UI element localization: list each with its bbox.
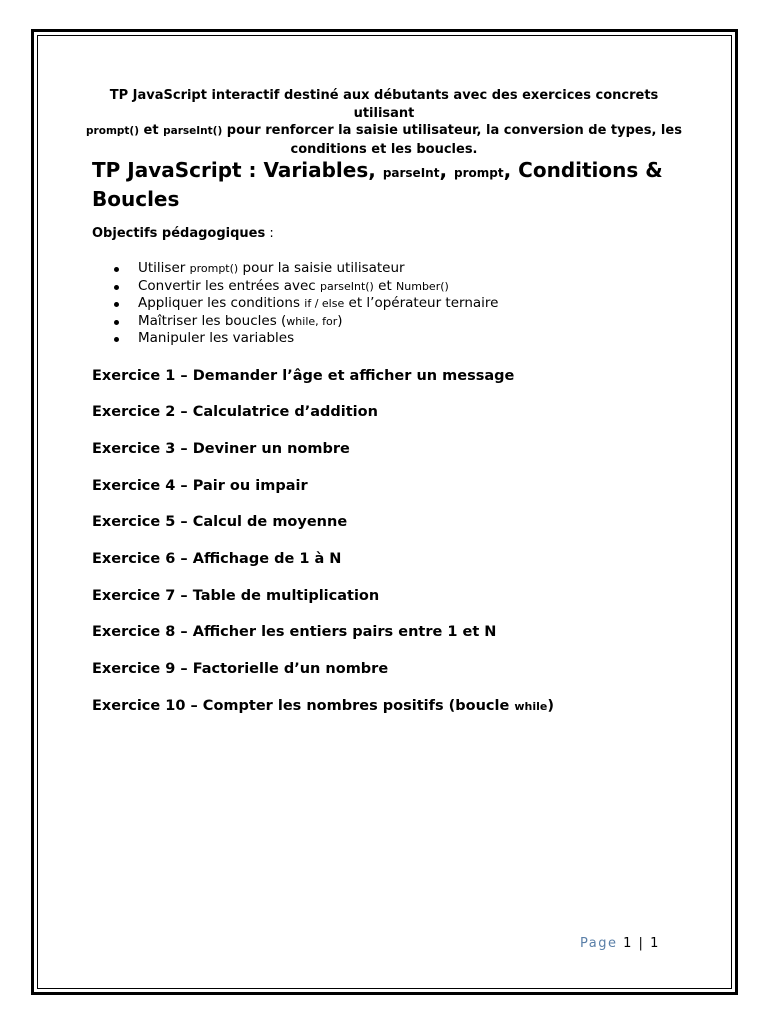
item-code: prompt() [189, 262, 239, 275]
intro-code-prompt: prompt() [86, 125, 140, 137]
item-code: parseInt() [319, 279, 374, 293]
bullet-icon [114, 320, 119, 325]
footer-page-number: 1 [623, 936, 633, 951]
title-code-parseint: parseInt [382, 166, 440, 180]
item-text: Maîtriser les boucles ( [138, 312, 287, 329]
item-code: if / else [304, 297, 345, 310]
objectives-colon: : [265, 226, 274, 241]
item-text: Utiliser [138, 260, 190, 276]
footer-separator: | [638, 936, 645, 951]
exercise-9: Exercice 9 – Factorielle d’un nombre [92, 661, 389, 677]
page-footer [580, 936, 660, 951]
item-text-mid: et [373, 277, 397, 294]
exercise-5: Exercice 5 – Calcul de moyenne [92, 514, 348, 530]
exercise-2: Exercice 2 – Calculatrice d’addition [92, 404, 378, 420]
title-part1: TP JavaScript : Variables, [92, 158, 383, 182]
item-text: Appliquer les conditions [138, 295, 305, 311]
exercise-10-text: Exercice 10 – Compter les nombres positifs (boucle [92, 698, 515, 714]
objectives-label: Objectifs pédagogiques [92, 226, 266, 241]
bullet-icon [114, 285, 119, 290]
list-item [114, 260, 498, 278]
list-item [114, 278, 498, 296]
exercise-10 [92, 697, 554, 716]
exercise-10-code: while [514, 700, 548, 713]
item-code-2: Number() [396, 279, 449, 293]
exercise-3: Exercice 3 – Deviner un nombre [92, 441, 350, 457]
exercise-10-end: ) [547, 698, 554, 714]
item-code: while, for [286, 314, 338, 328]
exercise-8: Exercice 8 – Afficher les entiers pairs entre 1 et N [92, 624, 497, 640]
item-text-end: ) [337, 312, 343, 329]
title-part2: , Conditions & Boucles [92, 158, 663, 211]
objectives-list [114, 260, 498, 348]
item-text-end: et l’opérateur ternaire [344, 295, 499, 311]
bullet-icon [114, 267, 119, 272]
exercise-4: Exercice 4 – Pair ou impair [92, 478, 308, 494]
intro-paragraph [80, 87, 688, 158]
exercise-6: Exercice 6 – Affichage de 1 à N [92, 551, 342, 567]
item-text: Manipuler les variables [138, 330, 295, 346]
title-sep1: , [439, 158, 455, 182]
intro-and: et [139, 123, 164, 138]
footer-page-total: 1 [650, 936, 660, 951]
page-title [92, 157, 692, 212]
exercise-1: Exercice 1 – Demander l’âge et afficher un message [92, 368, 515, 384]
title-code-prompt: prompt [454, 166, 504, 180]
intro-line1: TP JavaScript interactif destiné aux débutants avec des exercices concrets utilisant [109, 88, 659, 121]
bullet-icon [114, 337, 119, 342]
intro-line2: pour renforcer la saisie utilisateur, la conversion de types, les conditions et les boucles. [222, 123, 682, 157]
list-item [114, 313, 498, 331]
list-item [114, 295, 498, 313]
bullet-icon [114, 302, 119, 307]
exercise-7: Exercice 7 – Table de multiplication [92, 588, 380, 604]
objectives-heading [92, 226, 274, 241]
footer-page-word: Page [580, 936, 618, 951]
item-text: Convertir les entrées avec [138, 277, 320, 294]
item-text-end: pour la saisie utilisateur [238, 260, 405, 276]
intro-code-parseint: parseInt() [163, 125, 223, 137]
list-item [114, 330, 498, 348]
